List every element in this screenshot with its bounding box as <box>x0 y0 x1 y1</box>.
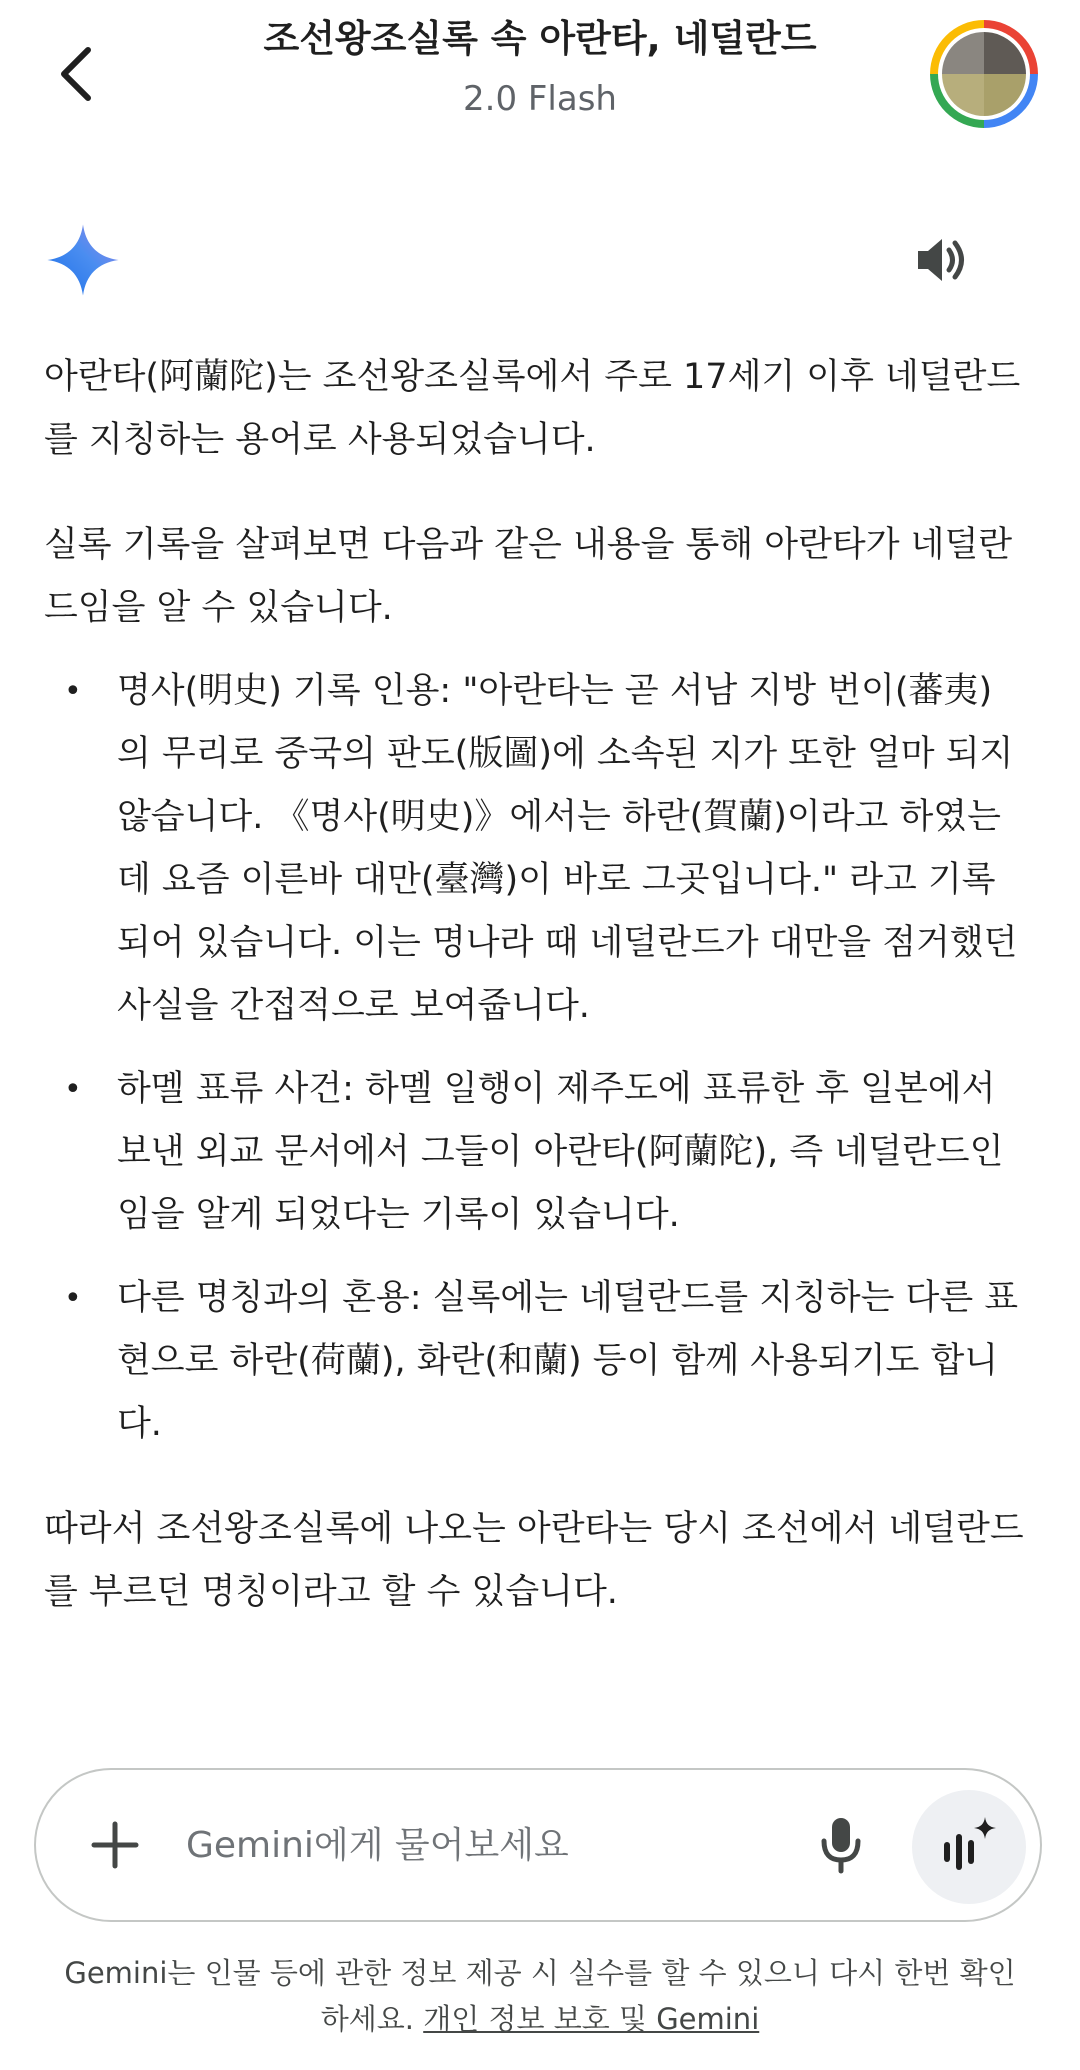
voice-input-button[interactable] <box>806 1810 876 1880</box>
list-item: • 명사(明史) 기록 인용: "아란타는 곧 서남 지방 번이(蕃夷)의 무리로 중국의 판도(版圖)에 소속된 지가 또한 얼마 되지 않습니다. 《명사(明史)》에서는 하란(賀蘭)이라고 하였는데 요즘 이른바 대만(臺灣)이 바로 그곳입니다." 라고 기록되어 있습니다. 이는 명나라 때 네덜란드가 대만을 점거했던 사실을 간접적으로 보여줍니다. <box>44 660 1024 1038</box>
microphone-icon <box>819 1815 863 1875</box>
response-paragraph: 아란타(阿蘭陀)는 조선왕조실록에서 주로 17세기 이후 네덜란드를 지칭하는 용어로 사용되었습니다. <box>44 357 1021 460</box>
arrow-back-icon <box>56 44 96 104</box>
response-conclusion: 따라서 조선왕조실록에 나오는 아란타는 당시 조선에서 네덜란드를 부르던 명칭이라고 할 수 있습니다. <box>44 1509 1024 1612</box>
prompt-bar <box>34 1768 1042 1922</box>
top-app-bar <box>0 0 1080 160</box>
model-response <box>44 346 1024 1624</box>
conversation-title[interactable]: 조선왕조실록 속 아란타, 네덜란드 <box>263 17 817 60</box>
model-name[interactable]: 2.0 Flash <box>463 79 617 119</box>
gemini-spark-icon <box>46 222 120 298</box>
list-item: • 다른 명칭과의 혼용: 실록에는 네덜란드를 지칭하는 다른 표현으로 하란(荷蘭), 화란(和蘭) 등이 함께 사용되기도 합니다. <box>44 1267 1024 1456</box>
back-button[interactable] <box>40 38 112 110</box>
list-item: • 하멜 표류 사건: 하멜 일행이 제주도에 표류한 후 일본에서 보낸 외교 문서에서 그들이 아란타(阿蘭陀), 즉 네덜란드인임을 알게 되었다는 기록이 있습니다. <box>44 1058 1024 1247</box>
avatar-image <box>942 32 1026 116</box>
conversation-header <box>180 12 900 126</box>
speaker-icon <box>914 235 970 285</box>
gemini-live-button[interactable] <box>912 1790 1026 1904</box>
add-attachment-button[interactable] <box>80 1810 150 1880</box>
prompt-input[interactable] <box>186 1812 786 1878</box>
response-paragraph: 실록 기록을 살펴보면 다음과 같은 내용을 통해 아란타가 네덜란드임을 알 수 있습니다. <box>44 525 1013 628</box>
disclaimer-message: Gemini는 인물 등에 관한 정보 제공 시 실수를 할 수 있으니 다시 한번 확인하세요. <box>64 1956 1016 2036</box>
read-aloud-button[interactable] <box>910 232 974 288</box>
privacy-link[interactable]: 개인 정보 보호 및 Gemini <box>423 2002 760 2036</box>
gemini-live-icon <box>937 1815 1001 1879</box>
plus-icon <box>90 1820 140 1870</box>
response-bullet-list <box>44 660 1024 1456</box>
disclaimer-text <box>60 1950 1020 2042</box>
user-avatar[interactable] <box>930 20 1038 128</box>
